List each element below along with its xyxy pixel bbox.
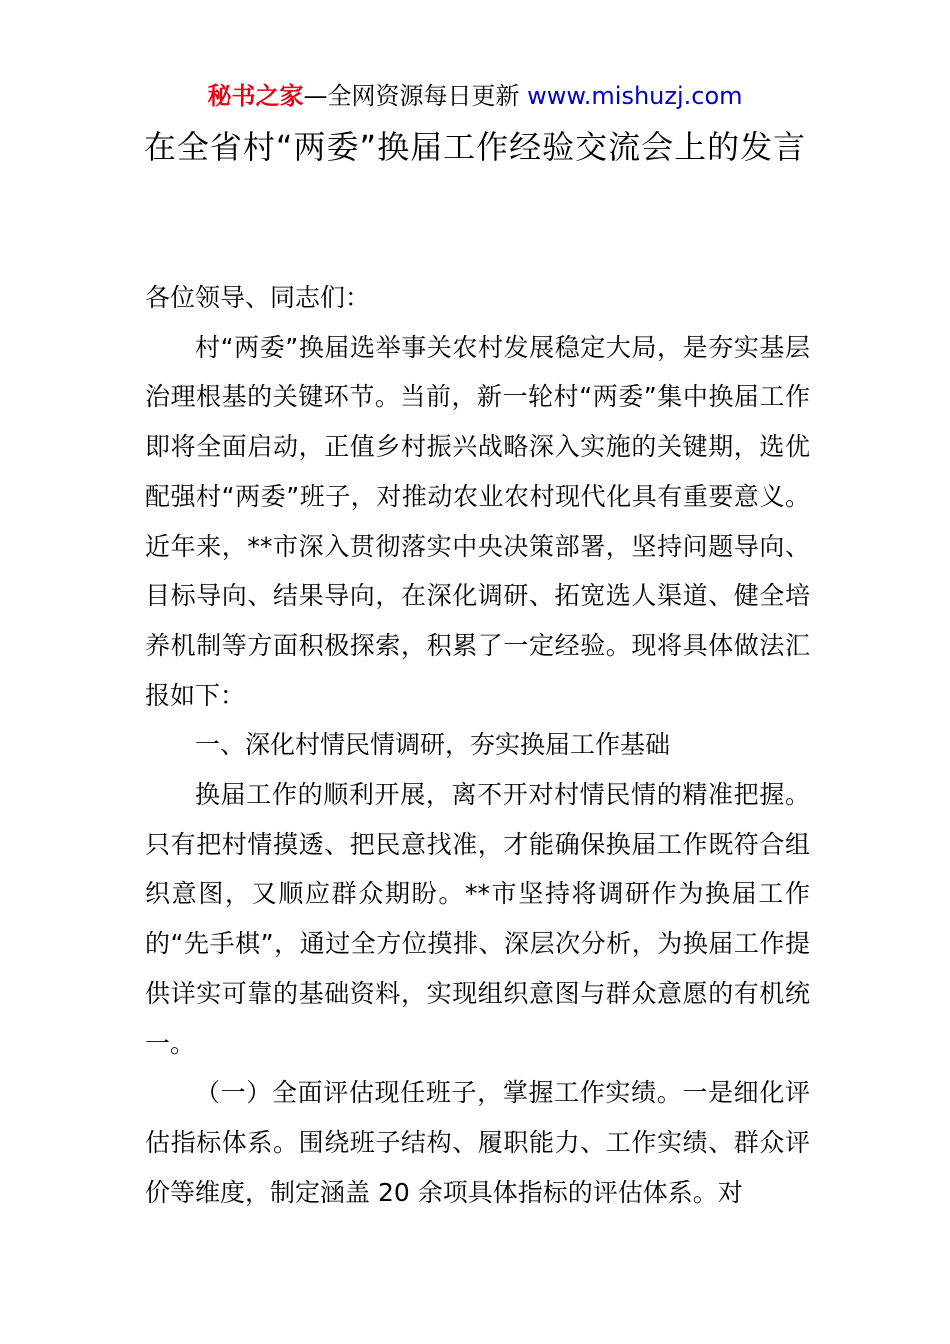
document-title: 在全省村“两委”换届工作经验交流会上的发言: [143, 128, 807, 166]
document-body: [145, 273, 810, 1217]
site-slogan: —全网资源每日更新: [303, 82, 528, 110]
site-header: [0, 78, 950, 114]
intro-paragraph: 村“两委”换届选举事关农村发展稳定大局，是夯实基层治理根基的关键环节。当前，新一轮村“两委”集中换届工作即将全面启动，正值乡村振兴战略深入实施的关键期，选优配强村“两委”班子，对推动农业农村现代化具有重要意义。近年来，**市深入贯彻落实中央决策部署，坚持问题导向、目标导向、结果导向，在深化调研、拓宽选人渠道、健全培养机制等方面积极探索，积累了一定经验。现将具体做法汇报如下：: [145, 332, 810, 710]
section-heading-1: 一、深化村情民情调研，夯实换届工作基础: [195, 730, 671, 760]
subsection-1-paragraph: （一）全面评估现任班子，掌握工作实绩。一是细化评估指标体系。围绕班子结构、履职能力、工作实绩、群众评价等维度，制定涵盖 20 余项具体指标的评估体系。对: [145, 1078, 810, 1207]
section-1-paragraph: 换届工作的顺利开展，离不开对村情民情的精准把握。只有把村情摸透、把民意找准，才能确保换届工作既符合组织意图，又顺应群众期盼。**市坚持将调研作为换届工作的“先手棋”，通过全方位摸排、深层次分析，为换届工作提供详实可靠的基础资料，实现组织意图与群众意愿的有机统一。: [145, 780, 810, 1058]
site-url[interactable]: www.mishuzj.com: [527, 82, 743, 110]
salutation: 各位领导、同志们：: [145, 283, 371, 312]
brand-name: 秘书之家: [207, 82, 304, 110]
